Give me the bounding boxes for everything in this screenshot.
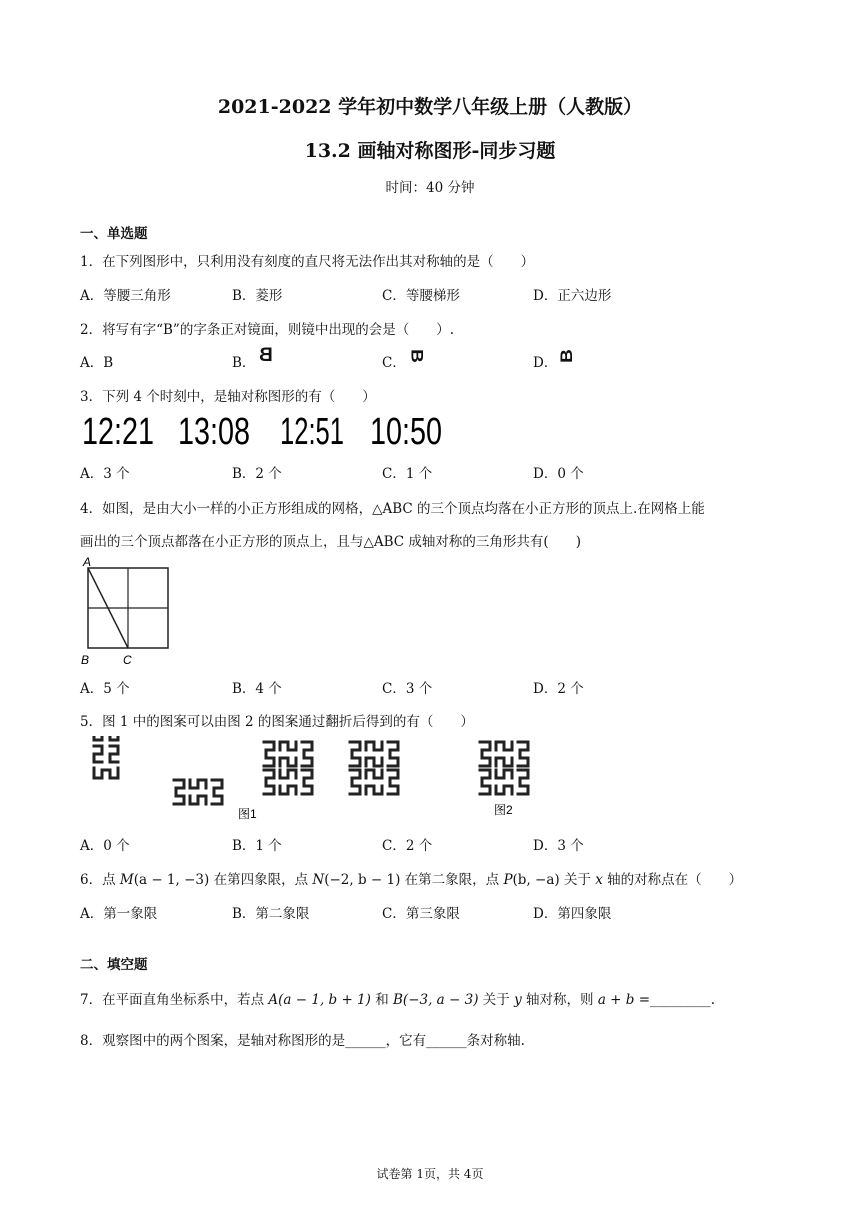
q2-mirror-b-flipped-horizontal: B xyxy=(259,345,273,366)
q5-option-a: A．0 个 xyxy=(80,838,130,854)
q6-option-d: D．第四象限 xyxy=(533,906,612,922)
q4-option-b: B．4 个 xyxy=(232,681,282,697)
vertex-c-label: C xyxy=(123,653,132,667)
q2-option-a: A．B xyxy=(80,355,114,371)
q3-option-a: A．3 个 xyxy=(80,466,130,482)
fig1-pattern-4 xyxy=(350,742,398,794)
page-footer: 试卷第 1页，共 4页 xyxy=(376,1167,484,1181)
q7-stem: 7．在平面直角坐标系中，若点 A(a − 1, b + 1) 和 B(−3, a − 3) 关于 y 轴对称，则 a + b =_________. xyxy=(80,992,716,1008)
q5-option-b: B．1 个 xyxy=(232,838,282,854)
q1-option-c: C．等腰梯形 xyxy=(382,288,460,304)
q6-option-b: B．第二象限 xyxy=(232,906,310,922)
q4-option-d: D．2 个 xyxy=(533,681,584,697)
q4-option-a: A．5 个 xyxy=(80,681,130,697)
q1-option-a: A．等腰三角形 xyxy=(80,288,171,304)
q3-option-c: C．1 个 xyxy=(382,466,433,482)
q1-option-b: B．菱形 xyxy=(232,288,283,304)
q1-option-d: D．正六边形 xyxy=(533,288,612,304)
fig2-pattern xyxy=(480,742,528,794)
q4-option-c: C．3 个 xyxy=(382,681,433,697)
q2-option-d: D． xyxy=(533,355,558,371)
fig1-label: 图1 xyxy=(238,807,257,821)
q8-stem: 8．观察图中的两个图案，是轴对称图形的是______，它有______条对称轴. xyxy=(80,1033,525,1049)
clock-time-2: 13:08 xyxy=(178,412,250,448)
clock-time-3: 12:51 xyxy=(280,412,344,448)
q5-option-c: C．2 个 xyxy=(382,838,433,854)
q3-option-d: D．0 个 xyxy=(533,466,584,482)
q2-stem: 2．将写有字“B”的字条正对镜面，则镜中出现的会是（ ）. xyxy=(80,322,455,338)
q5-figures xyxy=(78,736,548,822)
q2-mirror-b-rotated-other: B xyxy=(558,349,577,363)
q4-stem-line1: 4．如图，是由大小一样的小正方形组成的网格，△ABC 的三个顶点均落在小正方形的顶点上.在网格上能 xyxy=(80,501,705,517)
fig1-pattern-1 xyxy=(94,736,118,778)
q5-option-d: D．3 个 xyxy=(533,838,584,854)
q3-digital-clocks xyxy=(80,412,460,448)
vertex-b-label: B xyxy=(81,653,90,667)
paper-title: 2021-2022 学年初中数学八年级上册（人教版） xyxy=(217,96,643,118)
fig1-pattern-2 xyxy=(174,780,222,804)
clock-time-4: 10:50 xyxy=(370,412,442,448)
q3-option-b: B．2 个 xyxy=(232,466,282,482)
fig1-pattern-3 xyxy=(264,742,312,794)
q6-option-c: C．第三象限 xyxy=(382,906,460,922)
q7-answer-blank[interactable]: _________. xyxy=(650,992,716,1008)
q5-stem: 5．图 1 中的图案可以由图 2 的图案通过翻折后得到的有（ ） xyxy=(80,714,474,730)
q4-stem-line2: 画出的三个顶点都落在小正方形的顶点上，且与△ABC 成轴对称的三角形共有( ) xyxy=(80,534,581,550)
q4-grid-figure xyxy=(78,554,178,670)
clock-time-1: 12:21 xyxy=(82,412,154,448)
paper-subtitle: 13.2 画轴对称图形-同步习题 xyxy=(304,140,556,162)
section-single-choice: 一、单选题 xyxy=(80,226,148,242)
q3-stem: 3．下列 4 个时刻中，是轴对称图形的有（ ） xyxy=(80,389,376,405)
fig2-label: 图2 xyxy=(494,803,513,817)
section-fill-blank: 二、填空题 xyxy=(80,957,148,973)
q2-mirror-b-rotated: B xyxy=(407,349,426,363)
q6-option-a: A．第一象限 xyxy=(80,906,158,922)
q2-option-b: B． xyxy=(232,355,256,371)
vertex-a-label: A xyxy=(83,555,92,569)
q1-stem: 1．在下列图形中，只利用没有刻度的直尺将无法作出其对称轴的是（ ） xyxy=(80,254,535,270)
time-limit: 时间：40 分钟 xyxy=(385,180,475,196)
q6-stem: 6．点 M(a − 1, −3) 在第四象限，点 N(−2, b − 1) 在第二象限，点 P(b, −a) 关于 x 轴的对称点在（ ） xyxy=(80,872,743,888)
q2-option-c: C． xyxy=(382,355,406,371)
